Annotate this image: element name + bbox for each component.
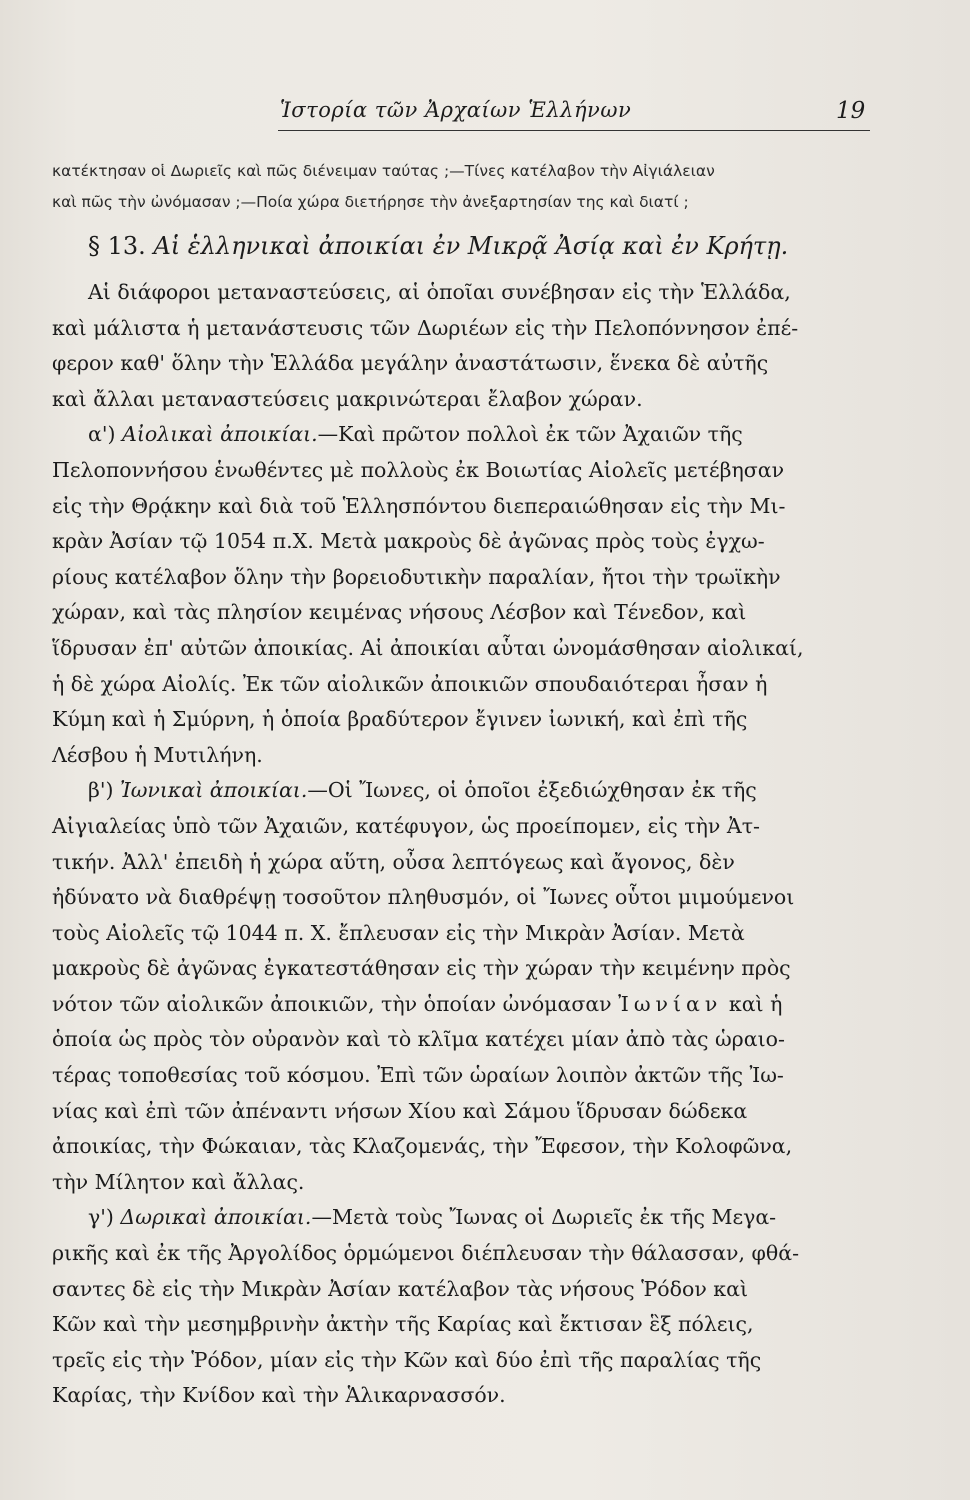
page-header [0,98,970,128]
text-line: Καρίας, τὴν Κνίδον καὶ τὴν Ἁλικαρνασσόν. [52,1383,506,1408]
text-line: Πελοποννήσου ἑνωθέντες μὲ πολλοὺς ἐκ Βοιωτίας Αἰολεῖς μετέβησαν [52,457,785,482]
text-line: τὴν Μίλητον καὶ ἄλλας. [52,1169,305,1194]
text-line: ρίους κατέλαβον ὅλην τὴν βορειοδυτικὴν παραλίαν, ἤτοι τὴν τρωϊκὴν [52,564,781,589]
text-fragment: —Μετὰ τοὺς Ἴωνας οἱ Δωριεῖς ἐκ τῆς Μεγα- [311,1205,777,1230]
text-line: ἵδρυσαν ἐπ' αὐτῶν ἀποικίας. Αἱ ἀποικίαι αὗται ὠνομάσθησαν αἰολικαί, [52,635,804,660]
text-line: χώραν, καὶ τὰς πλησίον κειμένας νήσους Λέσβον καὶ Τένεδον, καὶ [52,600,747,625]
subsection-first-line [52,417,870,453]
text-line: νίας καὶ ἐπὶ τῶν ἀπέναντι νήσων Χίου καὶ Σάμου ἵδρυσαν δώδεκα [52,1098,748,1123]
subsection-first-line [52,1200,870,1236]
text-line: σαντες δὲ εἰς τὴν Μικρὰν Ἀσίαν κατέλαβον τὰς νήσους Ῥόδον καὶ [52,1276,748,1301]
subsection-title: Δωρικαὶ ἀποικίαι. [120,1205,312,1230]
section-number: § 13. [88,232,146,260]
question-line: κατέκτησαν οἱ Δωριεῖς καὶ πῶς διένειμαν ταύτας ;—Τίνες κατέλαβον τὴν Αἰγιάλειαν [52,162,715,180]
text-line: φερον καθ' ὅλην τὴν Ἑλλάδα μεγάλην ἀναστάτωσιν, ἕνεκα δὲ αὐτῆς [52,351,769,376]
text-line: ἡ δὲ χώρα Αἰολίς. Ἐκ τῶν αἰολικῶν ἀποικιῶν σπουδαιότεραι ἦσαν ἡ [52,671,768,696]
text-line: κρὰν Ἀσίαν τῷ 1054 π.Χ. Μετὰ μακροὺς δὲ ἀγῶνας πρὸς τοὺς ἐγχω- [52,529,765,554]
subsection-marker: γ') [88,1205,114,1230]
text-line: ὁποία ὡς πρὸς τὸν οὐρανὸν καὶ τὸ κλῖμα κατέχει μίαν ἀπὸ τὰς ὡραιο- [52,1027,785,1052]
text-line: ρικῆς καὶ ἐκ τῆς Ἀργολίδος ὁρμώμενοι διέπλευσαν τὴν θάλασσαν, φθά- [52,1241,800,1266]
section-title: Αἱ ἑλληνικαὶ ἀποικίαι ἐν Μικρᾷ Ἀσίᾳ καὶ ἐν Κρήτῃ. [153,232,789,260]
subsection-marker: α') [88,422,116,447]
text-line: Κῶν καὶ τὴν μεσημβρινὴν ἀκτὴν τῆς Καρίας καὶ ἔκτισαν ἓξ πόλεις, [52,1312,754,1337]
subsection-title: Αἰολικαὶ ἀποικίαι. [122,422,318,447]
text-line: τοὺς Αἰολεῖς τῷ 1044 π. Χ. ἔπλευσαν εἰς τὴν Μικρὰν Ἀσίαν. Μετὰ [52,920,745,945]
text-line: καὶ ἄλλαι μεταναστεύσεις μακρινώτεραι ἔλαβον χώραν. [52,386,643,411]
subsection-title: Ἰωνικαὶ ἀποικίαι. [120,778,308,803]
text-line: τικήν. Ἀλλ' ἐπειδὴ ἡ χώρα αὕτη, οὖσα λεπτόγεως καὶ ἄγονος, δὲν [52,849,735,874]
text-line: Αἰγιαλείας ὑπὸ τῶν Ἀχαιῶν, κατέφυγον, ὡς προείπομεν, εἰς τὴν Ἀτ- [52,813,760,838]
text-line-naming [52,987,870,1023]
spaced-term-ionia: Ἰωνίαν [618,991,723,1016]
text-fragment: νότον τῶν αἰολικῶν ἀποικιῶν, τὴν ὁποίαν ὠνόμασαν [52,991,619,1016]
text-fragment: —Οἱ Ἴωνες, οἱ ὁποῖοι ἐξεδιώχθησαν ἐκ τῆς [307,778,757,803]
section-heading [88,232,868,260]
running-title: Ἱστορία τῶν Ἀρχαίων Ἑλλήνων [280,98,632,122]
text-line: Αἱ διάφοροι μεταναστεύσεις, αἱ ὁποῖαι συνέβησαν εἰς τὴν Ἑλλάδα, [88,280,791,304]
text-fragment: —Καὶ πρῶτον πολλοὶ ἐκ τῶν Ἀχαιῶν τῆς [317,422,743,447]
text-line: μακροὺς δὲ ἀγῶνας ἐγκατεστάθησαν εἰς τὴν χώραν τὴν κειμένην πρὸς [52,956,791,981]
body-text [52,275,870,1414]
text-line: Κύμη καὶ ἡ Σμύρνη, ἡ ὁποία βραδύτερον ἔγινεν ἰωνική, καὶ ἐπὶ τῆς [52,707,748,732]
text-line: Λέσβου ἡ Μυτιλήνη. [52,742,263,767]
question-line: καὶ πῶς τὴν ὠνόμασαν ;—Ποία χώρα διετήρησε τὴν ἀνεξαρτησίαν της καὶ διατί ; [52,193,689,211]
text-line: ἠδύνατο νὰ διαθρέψῃ τοσοῦτον πληθυσμόν, οἱ Ἴωνες οὗτοι μιμούμενοι [52,885,795,910]
header-rule [278,130,870,131]
text-line: ἀποικίας, τὴν Φώκαιαν, τὰς Κλαζομενάς, τὴν Ἔφεσον, τὴν Κολοφῶνα, [52,1134,793,1159]
text-line: τρεῖς εἰς τὴν Ῥόδον, μίαν εἰς τὴν Κῶν καὶ δύο ἐπὶ τῆς παραλίας τῆς [52,1347,762,1372]
subsection-marker: β') [88,778,114,803]
text-line: καὶ μάλιστα ἡ μετανάστευσις τῶν Δωριέων εἰς τὴν Πελοπόννησον ἐπέ- [52,315,799,340]
text-line: τέρας τοποθεσίας τοῦ κόσμου. Ἐπὶ τῶν ὡραίων λοιπὸν ἀκτῶν τῆς Ἰω- [52,1063,784,1088]
page-number: 19 [836,98,866,124]
previous-section-questions [52,156,872,218]
text-fragment: καὶ ἡ [722,991,783,1016]
text-line: εἰς τὴν Θρᾴκην καὶ διὰ τοῦ Ἑλλησπόντου διεπεραιώθησαν εἰς τὴν Μι- [52,493,786,518]
subsection-first-line [52,773,870,809]
